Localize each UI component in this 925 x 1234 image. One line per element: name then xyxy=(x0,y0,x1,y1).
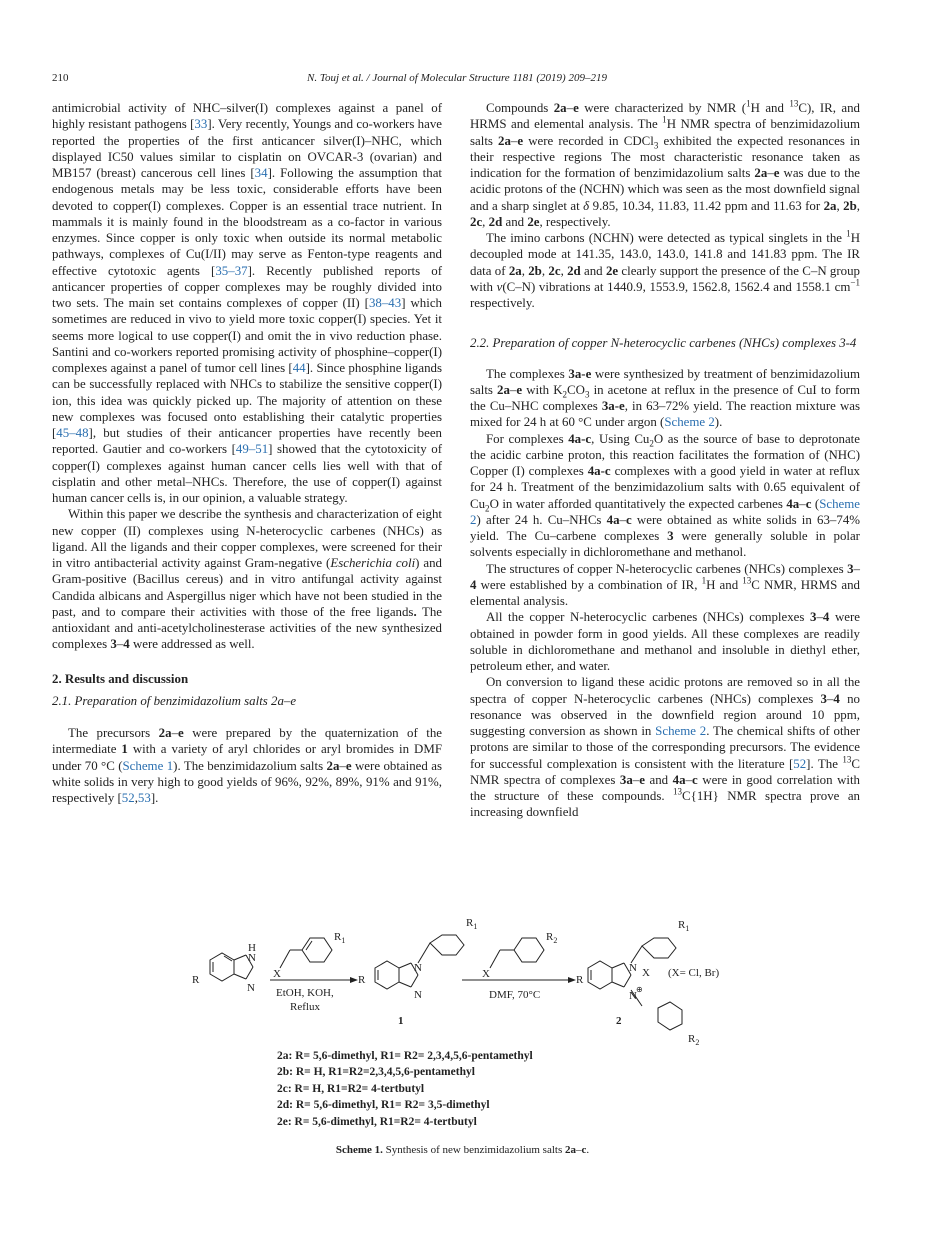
x-counterion: X xyxy=(642,967,650,979)
reference-link[interactable]: 44 xyxy=(292,361,306,375)
page-number: 210 xyxy=(52,72,69,84)
reference-link[interactable]: 34 xyxy=(254,166,268,180)
compound-list-item: 2a: R= 5,6-dimethyl, R1= R2= 2,3,4,5,6-pentamethyl xyxy=(277,1050,533,1062)
paragraph: All the copper N-heterocyclic carbenes (NHCs) complexes 3–4 were obtained in powder form in good yields. All these complexes are readily soluble in dichloromethane and methanol and insoluble in diethyl ether, petroleum ether, and water. xyxy=(470,610,860,673)
nh-n-label: N xyxy=(248,952,256,964)
step1-conditions-line2: Reflux xyxy=(290,1001,320,1013)
running-header xyxy=(52,72,862,88)
nh-h-label: H xyxy=(248,942,256,954)
reference-link[interactable]: 52 xyxy=(121,791,135,805)
r1-label: $R_1$ xyxy=(334,931,346,945)
paragraph: The structures of copper N-heterocyclic carbenes (NHCs) complexes 3–4 were established by a combination of IR, $^1$H and $^{13}$C NMR, HRMS and elemental analysis. xyxy=(470,561,860,608)
reference-link[interactable]: 33 xyxy=(194,117,208,132)
reference-link[interactable]: 53 xyxy=(137,791,151,805)
r2-label: $R_2$ xyxy=(546,931,558,945)
left-column xyxy=(52,100,442,806)
benzimidazole-structure xyxy=(210,953,253,981)
section-heading: 2. Results and discussion xyxy=(52,671,189,686)
n-label: N xyxy=(629,990,637,1002)
r-label: R xyxy=(358,974,366,986)
benzyl-halide-reagent-1 xyxy=(280,938,332,968)
reference-link[interactable]: 38–43 xyxy=(368,296,402,310)
compound-list xyxy=(277,1048,533,1130)
compound-list-item: 2e: R= 5,6-dimethyl, R1=R2= 4-tertbutyl xyxy=(277,1115,477,1128)
scheme-link[interactable]: Scheme 2 xyxy=(664,415,715,430)
counterion-note: (X= Cl, Br) xyxy=(668,967,720,979)
scheme-link[interactable]: Scheme 2 xyxy=(470,496,861,527)
subsection-heading: 2.2. Preparation of copper N-heterocyclic carbenes (NHCs) complexes 3-4 xyxy=(470,336,857,351)
paragraph: Within this paper we describe the synthesis and characterization of eight new copper (II) complexes using N-heterocyclic carbenes (NHCs) as ligand. All the ligands and their copper complexes, were screened for their in vitro antibacterial activity against Gram-negative (Escherichia coli) and Gram-positive (Bacillus cereus) and in vitro antifungal activity against Candida albicans and Aspergillus niger which have not been studied in the past, and to compare their activities with those of the free ligands. The antioxidant and anti-acetylcholinesterase activities of the new synthesized complexes 3–4 were addressed as well. xyxy=(52,507,442,652)
subsection-heading: 2.1. Preparation of benzimidazolium salts 2a–e xyxy=(52,693,297,708)
compound-2-structure xyxy=(588,938,682,1030)
arrow-head-1 xyxy=(350,977,358,983)
n-label: N xyxy=(414,989,422,1001)
reference-link[interactable]: 52 xyxy=(793,756,807,771)
paragraph: The precursors 2a–e were prepared by the quaternization of the intermediate 1 with a variety of aryl chlorides or aryl bromides in DMF under 70 °C (Scheme 1). The benzimidazolium salts 2a–e were obtained as white solids in very high to good yields of 96%, 92%, 89%, 91% and 91%, respectively [52,53]. xyxy=(52,726,442,805)
compound-list-item: 2d: R= 5,6-dimethyl, R1= R2= 3,5-dimethyl xyxy=(277,1099,490,1112)
paragraph: On conversion to ligand these acidic protons are removed so in all the spectra of copper N-heterocyclic carbenes (NHCs) complexes 3–4 no resonance was observed in the downfield region around 10 ppm, suggesting conversion as shown in Scheme 2. The chemical shifts of other protons are similar to those of the corresponding precursors. The evidence for successful complexation is consistent with the literature [52]. The $^{13}$C NMR spectra of complexes 3a–e and 4a–c were in good correlation with the structure of these compounds. $^{13}$C{1H} NMR spectra prove an increasing downfield xyxy=(470,675,860,820)
reaction-scheme xyxy=(180,910,740,1060)
r-label: R xyxy=(192,974,200,986)
reference-link[interactable]: 45–48 xyxy=(56,426,89,440)
right-column xyxy=(470,100,860,821)
r-label: R xyxy=(576,974,584,986)
paragraph: The complexes 3a-e were synthesized by treatment of benzimidazolium salts 2a–e with $K_2CO_3$ in acetone at reflux in the presence of CuI to form the Cu–NHC complexes 3a-e, in 63–72% yield. The reaction mixture was mixed for 24 h at 60 °C under argon (Scheme 2). xyxy=(470,366,861,430)
scheme-link[interactable]: Scheme 2 xyxy=(655,724,707,738)
compound-list-item: 2c: R= H, R1=R2= 4-tertbutyl xyxy=(277,1082,425,1095)
paragraph: The imino carbons (NCHN) were detected as typical singlets in the $^1$H decoupled mode at 141.35, 143.0, 143.0, 141.8 and 141.83 ppm. The IR data of 2a, 2b, 2c, 2d and 2e clearly support the presence of the C–N group with ν(C–N) vibrations at 1440.9, 1553.9, 1562.8, 1562.4 and 1558.1 $cm^{-1}$ respectively. xyxy=(470,228,861,310)
plus-charge: ⊕ xyxy=(636,985,643,994)
n-label: N xyxy=(629,962,637,974)
arrow-head-2 xyxy=(568,977,576,983)
compound-2-label: 2 xyxy=(616,1015,622,1027)
n-label: N xyxy=(247,982,255,994)
r1-label: $R_1$ xyxy=(466,917,478,931)
paragraph: Compounds 2a–e were characterized by NMR ($^1$H and $^{13}$C), IR, and HRMS and elemental analysis. The $^1$H NMR spectra of benzimidazolium salts 2a–e were recorded in CDCl$_3$ exhibited the expected resonances in their respective regions The most characteristic resonance taken as indication for the formation of benzimidazolium salts 2a–e was due to the acidic protons of the (NCHN) which was seen as the most downfield signal and a sharp singlet at δ 9.85, 10.34, 11.83, 11.42 ppm and 11.63 for 2a, 2b, 2c, 2d and 2e, respectively. xyxy=(470,98,860,229)
journal-citation: N. Touj et al. / Journal of Molecular Structure 1181 (2019) 209–219 xyxy=(307,72,607,84)
n-label: N xyxy=(414,962,422,974)
x-label: X xyxy=(482,968,490,980)
reference-link[interactable]: 49–51 xyxy=(235,442,269,457)
benzyl-halide-reagent-2 xyxy=(490,938,544,968)
r2-label: $R_2$ xyxy=(688,1033,700,1047)
step2-conditions: DMF, 70°C xyxy=(489,989,541,1001)
paragraph: antimicrobial activity of NHC–silver(I) complexes against a panel of highly resistant pathogens [33]. Very recently, Youngs and co-workers have reported the properties of the first anticancer silver(I)–NHC, which displayed IC50 values similar to cisplatin on OVCAR-3 (ovarian) and MB157 (breast) cancerous cell lines [34]. Following the assumption that endogenous metals may be less toxic, considerable efforts have been devoted to copper(I) complexes. Copper is an essential trace nutrient. In mammals it is mainly found in the bloodstream as a co-factor in various enzymes. Since copper is only toxic when outside its normal metabolic pathways, complexes of Cu(I/II) may serve as Fenton-type reagents and effective cytotoxic agents [35–37]. Recently published reports of anticancer properties of copper complexes may be roughly divided into two sets. The main set contains complexes of copper (II) [38–43] which sometimes are reduced in vivo to yield more toxic copper(I) species. Yet it seems more logical to use copper(I) and omit the in vivo reduction phase. Santini and co-workers reported promising activity of phosphine–copper(I) complexes against a panel of tumor cell lines [44]. Since phosphine ligands can be successfully replaced with NHCs to stabilize the sensitive copper(I) ion, this idea was quickly picked up. The majority of attention on these new complexes was focused onto establishing their catalytic properties [45–48], but studies of their anticancer properties have recently been reported. Gautier and co-workers [49–51] showed that the cytotoxicity of copper(I) complexes against human cancer cells lies well with that of cisplatin and other metal–NHCs. Therefore, the use of copper(I) against human cancer cells is, in our opinion, a valuable strategy. xyxy=(52,101,442,505)
step1-conditions-line1: EtOH, KOH, xyxy=(276,987,334,999)
reference-link[interactable]: 35–37 xyxy=(215,263,248,278)
paragraph: For complexes 4a-c, Using $Cu_2O$ as the source of base to deprotonate the acidic carbine proton, this reaction facilitates the formation of (NHC) Copper (I) complexes 4a-c complexes with a good yield in water at reflux for 24 h. Treatment of the benzimidazolium salts with 0.65 equivalent of $Cu_2O$ in water afforded quantitatively the expected carbenes 4a–c (Scheme 2) after 24 h. Cu–NHCs 4a–c were obtained as white solids in 63–74% yield. The Cu–carbene complexes 3 were generally soluble in polar solvents especially in dichloromethane and methanol. xyxy=(470,431,861,560)
compound-1-label: 1 xyxy=(398,1015,404,1027)
compound-list-item: 2b: R= H, R1=R2=2,3,4,5,6-pentamethyl xyxy=(277,1066,475,1079)
x-label: X xyxy=(273,968,281,980)
scheme-caption: Scheme 1. Synthesis of new benzimidazolium salts 2a–c. xyxy=(335,1144,590,1156)
r1-label: $R_1$ xyxy=(678,919,690,933)
scheme-link[interactable]: Scheme 1 xyxy=(122,758,174,773)
